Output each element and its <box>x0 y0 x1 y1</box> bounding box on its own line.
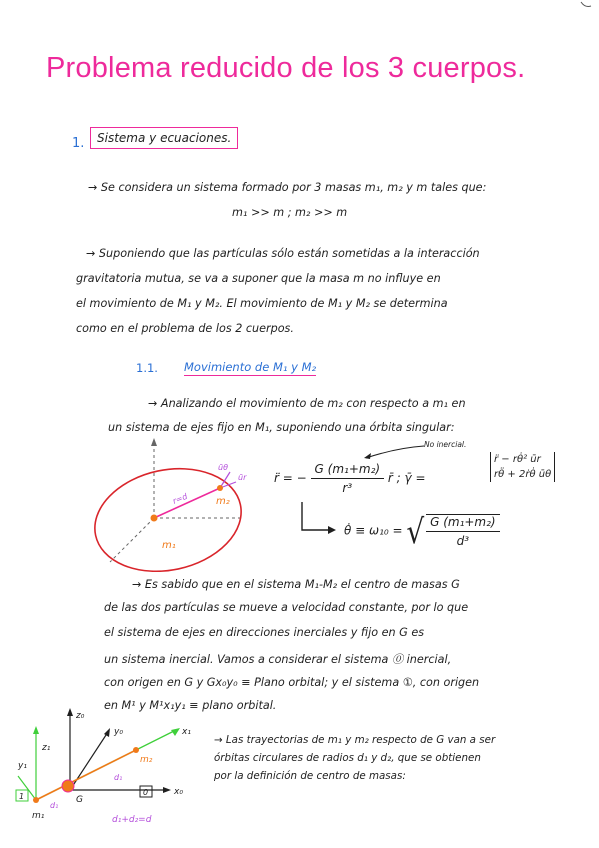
fig1-label-utheta: ūθ <box>218 463 228 472</box>
eq-omega-den: d³ <box>456 534 470 548</box>
implication-arrow <box>298 500 338 540</box>
gamma-components <box>490 452 555 482</box>
fig2-m1: m₁ <box>32 811 45 821</box>
para5-line2: órbitas circulares de radios d₁ y d₂, que se obtienen <box>214 752 481 764</box>
orbit-figure <box>90 432 260 572</box>
fig2-x1: x₁ <box>182 727 191 737</box>
noinercial-arrow <box>346 444 426 460</box>
eq-theta-dot: θ̇ ≡ ω₁₀ = <box>344 523 403 538</box>
fig2-m2: m₂ <box>140 755 153 765</box>
gamma-bot: rθ̈ + 2ṙθ̇ ūθ <box>494 469 552 480</box>
equation-radial <box>274 462 426 495</box>
para1-line1: → Se considera un sistema formado por 3 masas m₁, m₂ y m tales que: <box>88 181 487 194</box>
para3-line1: → Analizando el movimiento de m₂ con respecto a m₁ en <box>148 397 466 410</box>
fig2-y1: y₁ <box>18 761 27 771</box>
frames-figure <box>12 704 212 834</box>
para3-line2: un sistema de ejes fijo en M₁, suponiendo una órbita singular: <box>108 421 455 434</box>
para1-line2: m₁ >> m ; m₂ >> m <box>232 206 348 219</box>
para4-line2: de las dos partículas se mueve a velocidad constante, por lo que <box>104 601 469 614</box>
section-heading: Sistema y ecuaciones. <box>90 127 238 149</box>
para2-line3: el movimiento de M₁ y M₂. El movimiento de M₁ y M₂ se determina <box>76 297 448 310</box>
m2-dot <box>217 485 223 491</box>
eq-sign: = − <box>282 471 307 485</box>
para4-line5: con origen en G y Gx₀y₀ ≡ Plano orbital; y el sistema ①, con origen <box>104 676 480 689</box>
radius-vector <box>154 488 220 518</box>
fig2-box0: 0 <box>143 788 149 797</box>
sqrt-sign: √ <box>406 511 425 551</box>
para4-line3: el sistema de ejes en direcciones inerciales y fijo en G es <box>104 626 425 639</box>
gamma-top: r̈ − rθ̇² ūr <box>494 454 541 465</box>
subsection-heading: Movimiento de M₁ y M₂ <box>184 360 317 374</box>
fig2-z0: z₀ <box>76 711 85 721</box>
eq-r-ddot: r̈ <box>274 471 279 485</box>
orbit-ellipse <box>90 456 251 572</box>
equation-omega <box>344 511 500 551</box>
fig1-label-ur: ūr <box>238 473 247 482</box>
fig1-label-m2: m₂ <box>216 496 230 507</box>
page-title: Problema reducido de los 3 cuerpos. <box>46 52 526 84</box>
para4-line1: → Es sabido que en el sistema M₁-M₂ el centro de masas G <box>132 578 460 591</box>
eq-g-fraction <box>311 462 385 495</box>
eq-g-num: G (m₁+m₂) <box>311 462 385 479</box>
fig2-G: G <box>76 795 83 805</box>
corner-mark <box>569 0 599 12</box>
para4-line6: en M¹ y M¹x₁y₁ ≡ plano orbital. <box>104 699 277 712</box>
para5-line1: → Las trayectorias de m₁ y m₂ respecto de G van a ser <box>214 734 496 746</box>
eq-g-den: r³ <box>342 481 353 495</box>
fig2-z1: z₁ <box>42 743 51 753</box>
para2-line4: como en el problema de los 2 cuerpos. <box>76 322 294 335</box>
eq-omega-num: G (m₁+m₂) <box>426 515 500 532</box>
para2-line2: gravitatoria mutua, se va a suponer que la masa m no influye en <box>76 272 441 285</box>
fig2-d1: d₁ <box>50 801 59 810</box>
para5-line3: por la definición de centro de masas: <box>214 770 406 782</box>
noinercial-note: No inercial. <box>424 440 467 449</box>
section-number: 1. <box>72 136 85 151</box>
fig2-d1b: d₁ <box>114 773 123 782</box>
eq-r-vec: r̄ <box>387 471 393 485</box>
para4-line4: un sistema inercial. Vamos a considerar el sistema ⓪ inercial, <box>104 653 452 666</box>
para2-line1: → Suponiendo que las partículas sólo están sometidas a la interacción <box>86 247 480 260</box>
eq-omega-fraction <box>426 514 500 548</box>
fig2-box1: 1 <box>19 792 25 801</box>
fig2-sum: d₁+d₂=d <box>112 815 152 825</box>
fig2-y0: y₀ <box>114 727 123 737</box>
eq-gamma: γ̄ = <box>404 471 426 485</box>
eq-semicolon: ; <box>396 471 401 485</box>
m1-dot <box>151 515 158 522</box>
subsection-number: 1.1. <box>136 361 158 375</box>
fig2-x0: x₀ <box>174 787 183 797</box>
fig1-label-m1: m₁ <box>162 540 176 551</box>
fig1-label-r: r=d <box>171 491 189 506</box>
